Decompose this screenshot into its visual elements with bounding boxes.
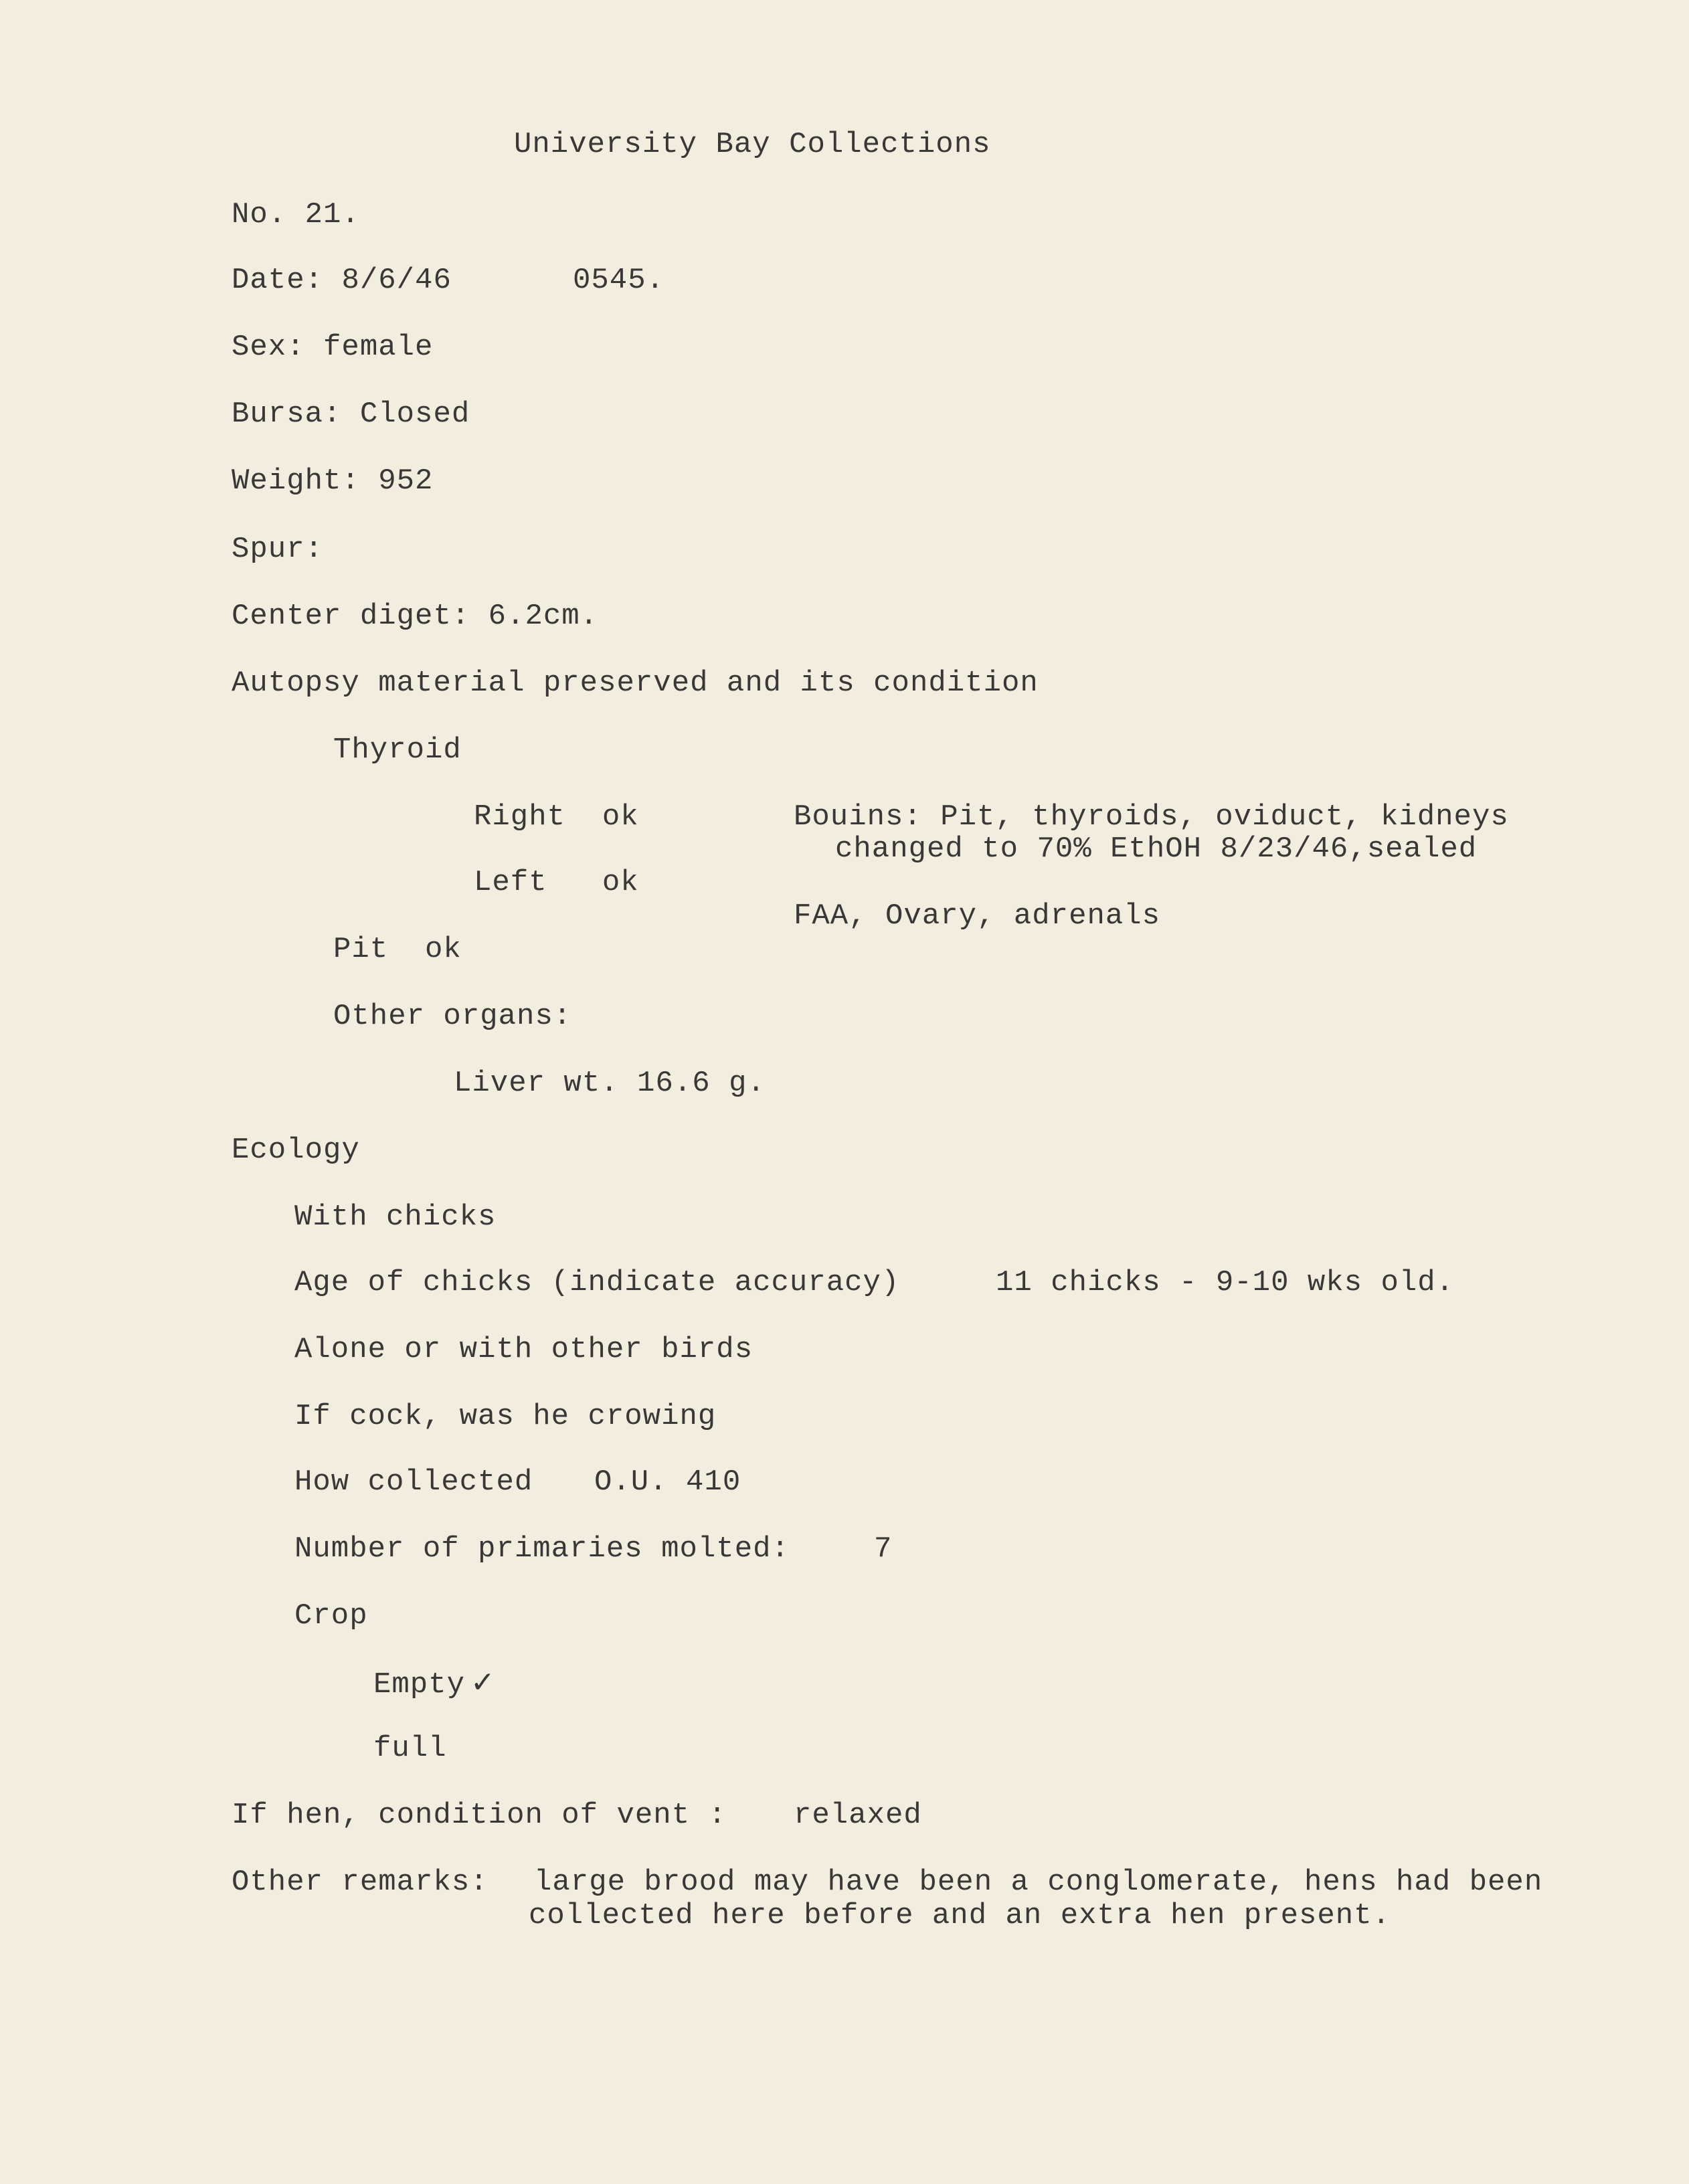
date-value: 8/6/46 [341, 264, 452, 297]
sex-field: Sex: female [232, 331, 434, 364]
thyroid-left: Left ok [474, 866, 639, 899]
thyroid-label: Thyroid [333, 733, 462, 767]
thyroid-right: Right ok [474, 800, 639, 834]
document-title: University Bay Collections [514, 128, 991, 161]
crop-empty: Empty [373, 1668, 466, 1702]
remarks-label: Other remarks: [232, 1865, 488, 1899]
crop-label: Crop [294, 1599, 368, 1633]
record-number: No. 21. [232, 198, 360, 232]
date-row [232, 263, 452, 298]
alone-field: Alone or with other birds [294, 1333, 753, 1366]
how-collected-value: O.U. 410 [594, 1465, 741, 1499]
spur-field: Spur: [232, 533, 324, 566]
remarks-line-1: large brood may have been a conglomerate, hens had been [534, 1865, 1543, 1899]
liver-weight: Liver wt. 16.6 g. [454, 1067, 766, 1100]
cock-field: If cock, was he crowing [294, 1400, 717, 1433]
bursa-field: Bursa: Closed [232, 397, 470, 431]
crop-full: full [373, 1732, 447, 1765]
age-of-chicks-label: Age of chicks (indicate accuracy) [294, 1266, 900, 1299]
other-organs-label: Other organs: [333, 1000, 572, 1033]
crop-empty-row [373, 1665, 496, 1702]
bouins-line-1: Bouins: Pit, thyroids, oviduct, kidneys [794, 800, 1509, 834]
vent-label: If hen, condition of vent : [232, 1799, 727, 1832]
time-value: 0545. [573, 264, 665, 297]
bouins-line-2: changed to 70% EthOH 8/23/46,sealed [835, 832, 1478, 866]
primaries-label: Number of primaries molted: [294, 1532, 790, 1566]
remarks-line-2: collected here before and an extra hen present. [529, 1899, 1391, 1932]
age-of-chicks-value: 11 chicks - 9-10 wks old. [996, 1266, 1455, 1299]
autopsy-heading: Autopsy material preserved and its condition [232, 666, 1039, 700]
pit-field: Pit ok [333, 933, 462, 966]
date-label: Date: [232, 264, 324, 297]
weight-field: Weight: 952 [232, 464, 434, 498]
primaries-value: 7 [874, 1532, 893, 1566]
how-collected-label: How collected [294, 1465, 533, 1499]
with-chicks: With chicks [294, 1200, 497, 1234]
vent-value: relaxed [794, 1799, 922, 1832]
center-diget-field: Center diget: 6.2cm. [232, 600, 599, 633]
ecology-heading: Ecology [232, 1133, 360, 1167]
faa-note: FAA, Ovary, adrenals [794, 899, 1161, 933]
checkmark-icon: ✓ [470, 1665, 496, 1700]
